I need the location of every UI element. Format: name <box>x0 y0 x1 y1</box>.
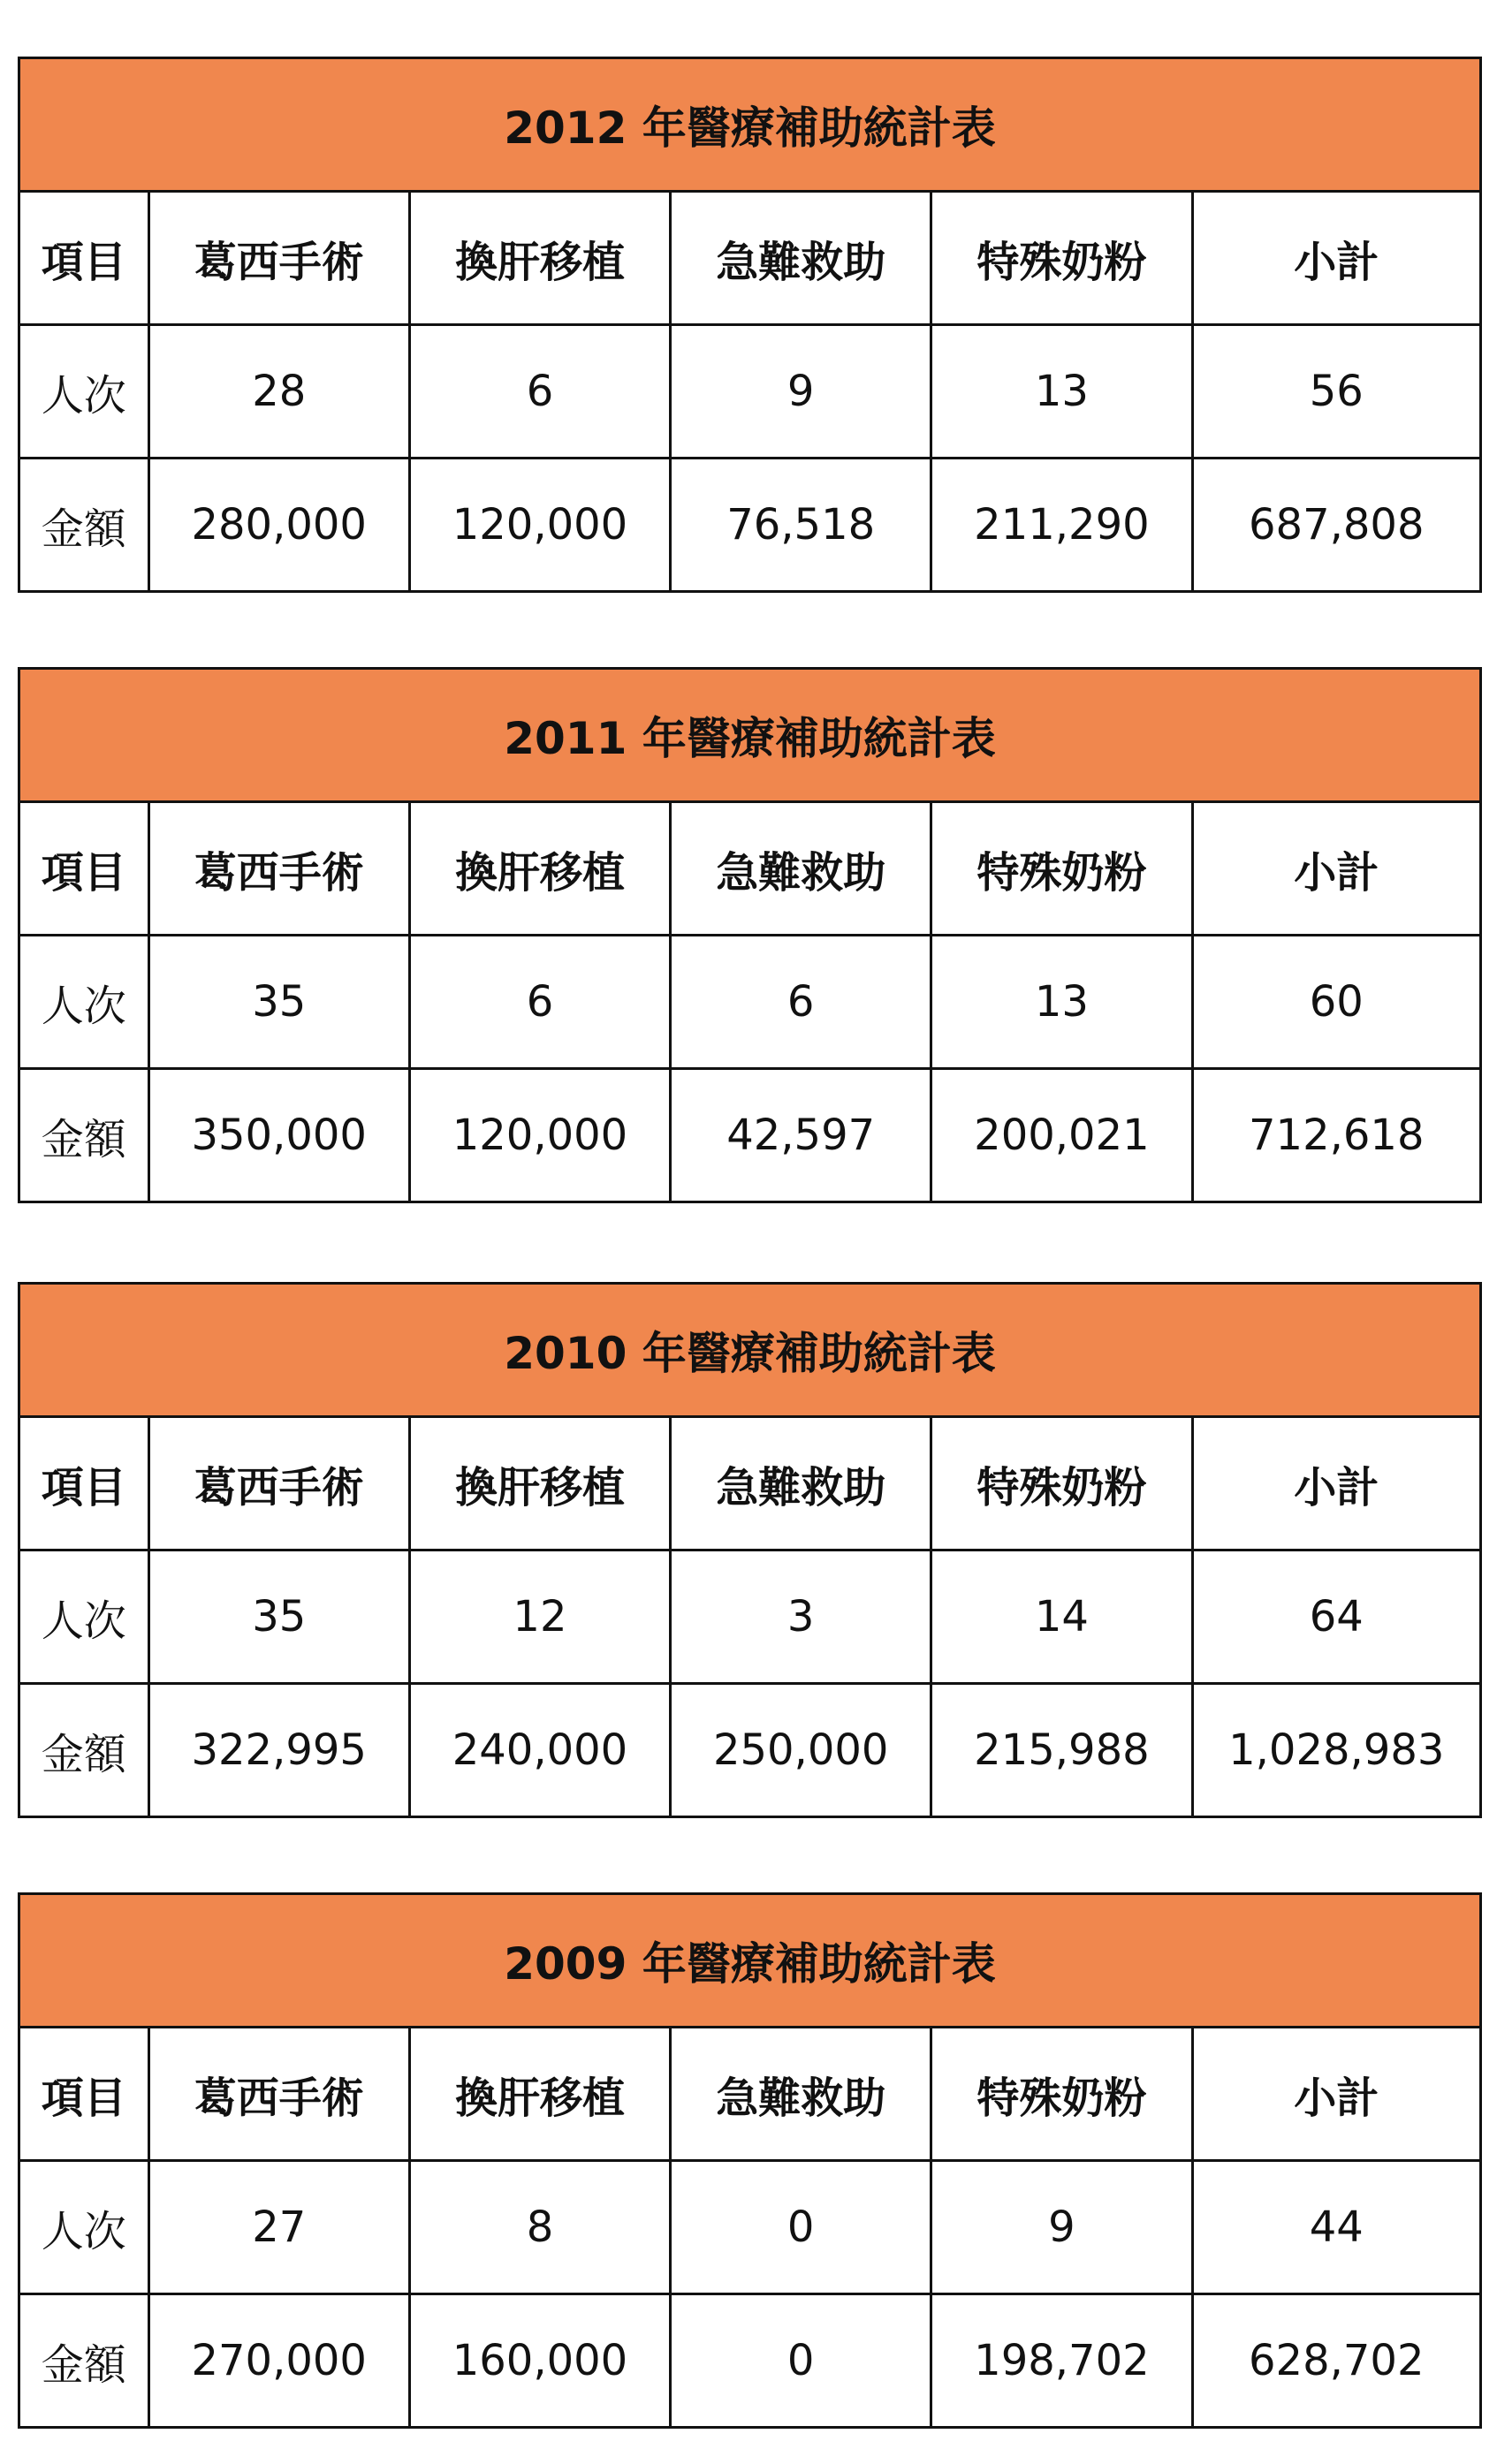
table-cell: 6 <box>409 936 670 1069</box>
header-row <box>19 802 1481 936</box>
table-cell: 13 <box>931 325 1192 459</box>
table-row-persons <box>19 936 1481 1069</box>
row-label: 人次 <box>19 325 149 459</box>
table-cell: 687,808 <box>1192 459 1480 592</box>
table-cell: 120,000 <box>409 1069 670 1202</box>
table-cell: 6 <box>671 936 931 1069</box>
header-emergency-aid: 急難救助 <box>671 802 931 936</box>
header-item: 項目 <box>19 192 149 325</box>
table-cell: 42,597 <box>671 1069 931 1202</box>
table-cell: 270,000 <box>148 2294 409 2428</box>
table-cell: 200,021 <box>931 1069 1192 1202</box>
header-kasai-surgery: 葛西手術 <box>148 192 409 325</box>
table-title: 2012 年醫療補助統計表 <box>19 58 1481 192</box>
header-subtotal: 小計 <box>1192 1417 1480 1550</box>
table-title: 2011 年醫療補助統計表 <box>19 669 1481 802</box>
table-title: 2010 年醫療補助統計表 <box>19 1284 1481 1417</box>
stat-table-2012 <box>18 57 1482 593</box>
header-liver-transplant: 換肝移植 <box>409 192 670 325</box>
row-label: 人次 <box>19 1550 149 1684</box>
table-row-persons <box>19 325 1481 459</box>
table-cell: 28 <box>148 325 409 459</box>
stat-table-2010 <box>18 1282 1482 1818</box>
header-subtotal: 小計 <box>1192 2028 1480 2161</box>
row-label: 人次 <box>19 936 149 1069</box>
table-cell: 215,988 <box>931 1684 1192 1817</box>
title-row <box>19 669 1481 802</box>
table-cell: 13 <box>931 936 1192 1069</box>
table-cell: 8 <box>409 2161 670 2294</box>
header-liver-transplant: 換肝移植 <box>409 1417 670 1550</box>
table-cell: 0 <box>671 2161 931 2294</box>
table-cell: 35 <box>148 1550 409 1684</box>
table-row-persons <box>19 1550 1481 1684</box>
header-special-formula: 特殊奶粉 <box>931 1417 1192 1550</box>
table-cell: 160,000 <box>409 2294 670 2428</box>
table-cell: 1,028,983 <box>1192 1684 1480 1817</box>
table-cell: 0 <box>671 2294 931 2428</box>
header-row <box>19 192 1481 325</box>
table-cell: 6 <box>409 325 670 459</box>
row-label: 金額 <box>19 459 149 592</box>
table-cell: 712,618 <box>1192 1069 1480 1202</box>
header-kasai-surgery: 葛西手術 <box>148 802 409 936</box>
table-cell: 9 <box>931 2161 1192 2294</box>
title-row <box>19 1894 1481 2028</box>
row-label: 人次 <box>19 2161 149 2294</box>
header-row <box>19 1417 1481 1550</box>
table-cell: 198,702 <box>931 2294 1192 2428</box>
table-cell: 14 <box>931 1550 1192 1684</box>
table-row-amount <box>19 1069 1481 1202</box>
table-cell: 64 <box>1192 1550 1480 1684</box>
table-row-persons <box>19 2161 1481 2294</box>
table-cell: 27 <box>148 2161 409 2294</box>
table-cell: 322,995 <box>148 1684 409 1817</box>
row-label: 金額 <box>19 1069 149 1202</box>
header-special-formula: 特殊奶粉 <box>931 192 1192 325</box>
table-cell: 76,518 <box>671 459 931 592</box>
stat-table-2011 <box>18 667 1482 1203</box>
header-emergency-aid: 急難救助 <box>671 2028 931 2161</box>
table-row-amount <box>19 2294 1481 2428</box>
header-subtotal: 小計 <box>1192 802 1480 936</box>
title-row <box>19 58 1481 192</box>
table-cell: 44 <box>1192 2161 1480 2294</box>
table-cell: 3 <box>671 1550 931 1684</box>
table-cell: 9 <box>671 325 931 459</box>
header-kasai-surgery: 葛西手術 <box>148 2028 409 2161</box>
header-item: 項目 <box>19 1417 149 1550</box>
header-item: 項目 <box>19 802 149 936</box>
row-label: 金額 <box>19 2294 149 2428</box>
table-cell: 12 <box>409 1550 670 1684</box>
table-cell: 56 <box>1192 325 1480 459</box>
header-special-formula: 特殊奶粉 <box>931 2028 1192 2161</box>
table-row-amount <box>19 459 1481 592</box>
table-cell: 35 <box>148 936 409 1069</box>
header-item: 項目 <box>19 2028 149 2161</box>
table-cell: 211,290 <box>931 459 1192 592</box>
row-label: 金額 <box>19 1684 149 1817</box>
header-liver-transplant: 換肝移植 <box>409 2028 670 2161</box>
header-emergency-aid: 急難救助 <box>671 192 931 325</box>
table-cell: 628,702 <box>1192 2294 1480 2428</box>
header-row <box>19 2028 1481 2161</box>
table-cell: 120,000 <box>409 459 670 592</box>
table-cell: 280,000 <box>148 459 409 592</box>
table-cell: 350,000 <box>148 1069 409 1202</box>
table-cell: 240,000 <box>409 1684 670 1817</box>
header-kasai-surgery: 葛西手術 <box>148 1417 409 1550</box>
table-cell: 60 <box>1192 936 1480 1069</box>
header-emergency-aid: 急難救助 <box>671 1417 931 1550</box>
table-cell: 250,000 <box>671 1684 931 1817</box>
stat-table-2009 <box>18 1892 1482 2429</box>
header-liver-transplant: 換肝移植 <box>409 802 670 936</box>
header-subtotal: 小計 <box>1192 192 1480 325</box>
table-title: 2009 年醫療補助統計表 <box>19 1894 1481 2028</box>
header-special-formula: 特殊奶粉 <box>931 802 1192 936</box>
title-row <box>19 1284 1481 1417</box>
table-row-amount <box>19 1684 1481 1817</box>
